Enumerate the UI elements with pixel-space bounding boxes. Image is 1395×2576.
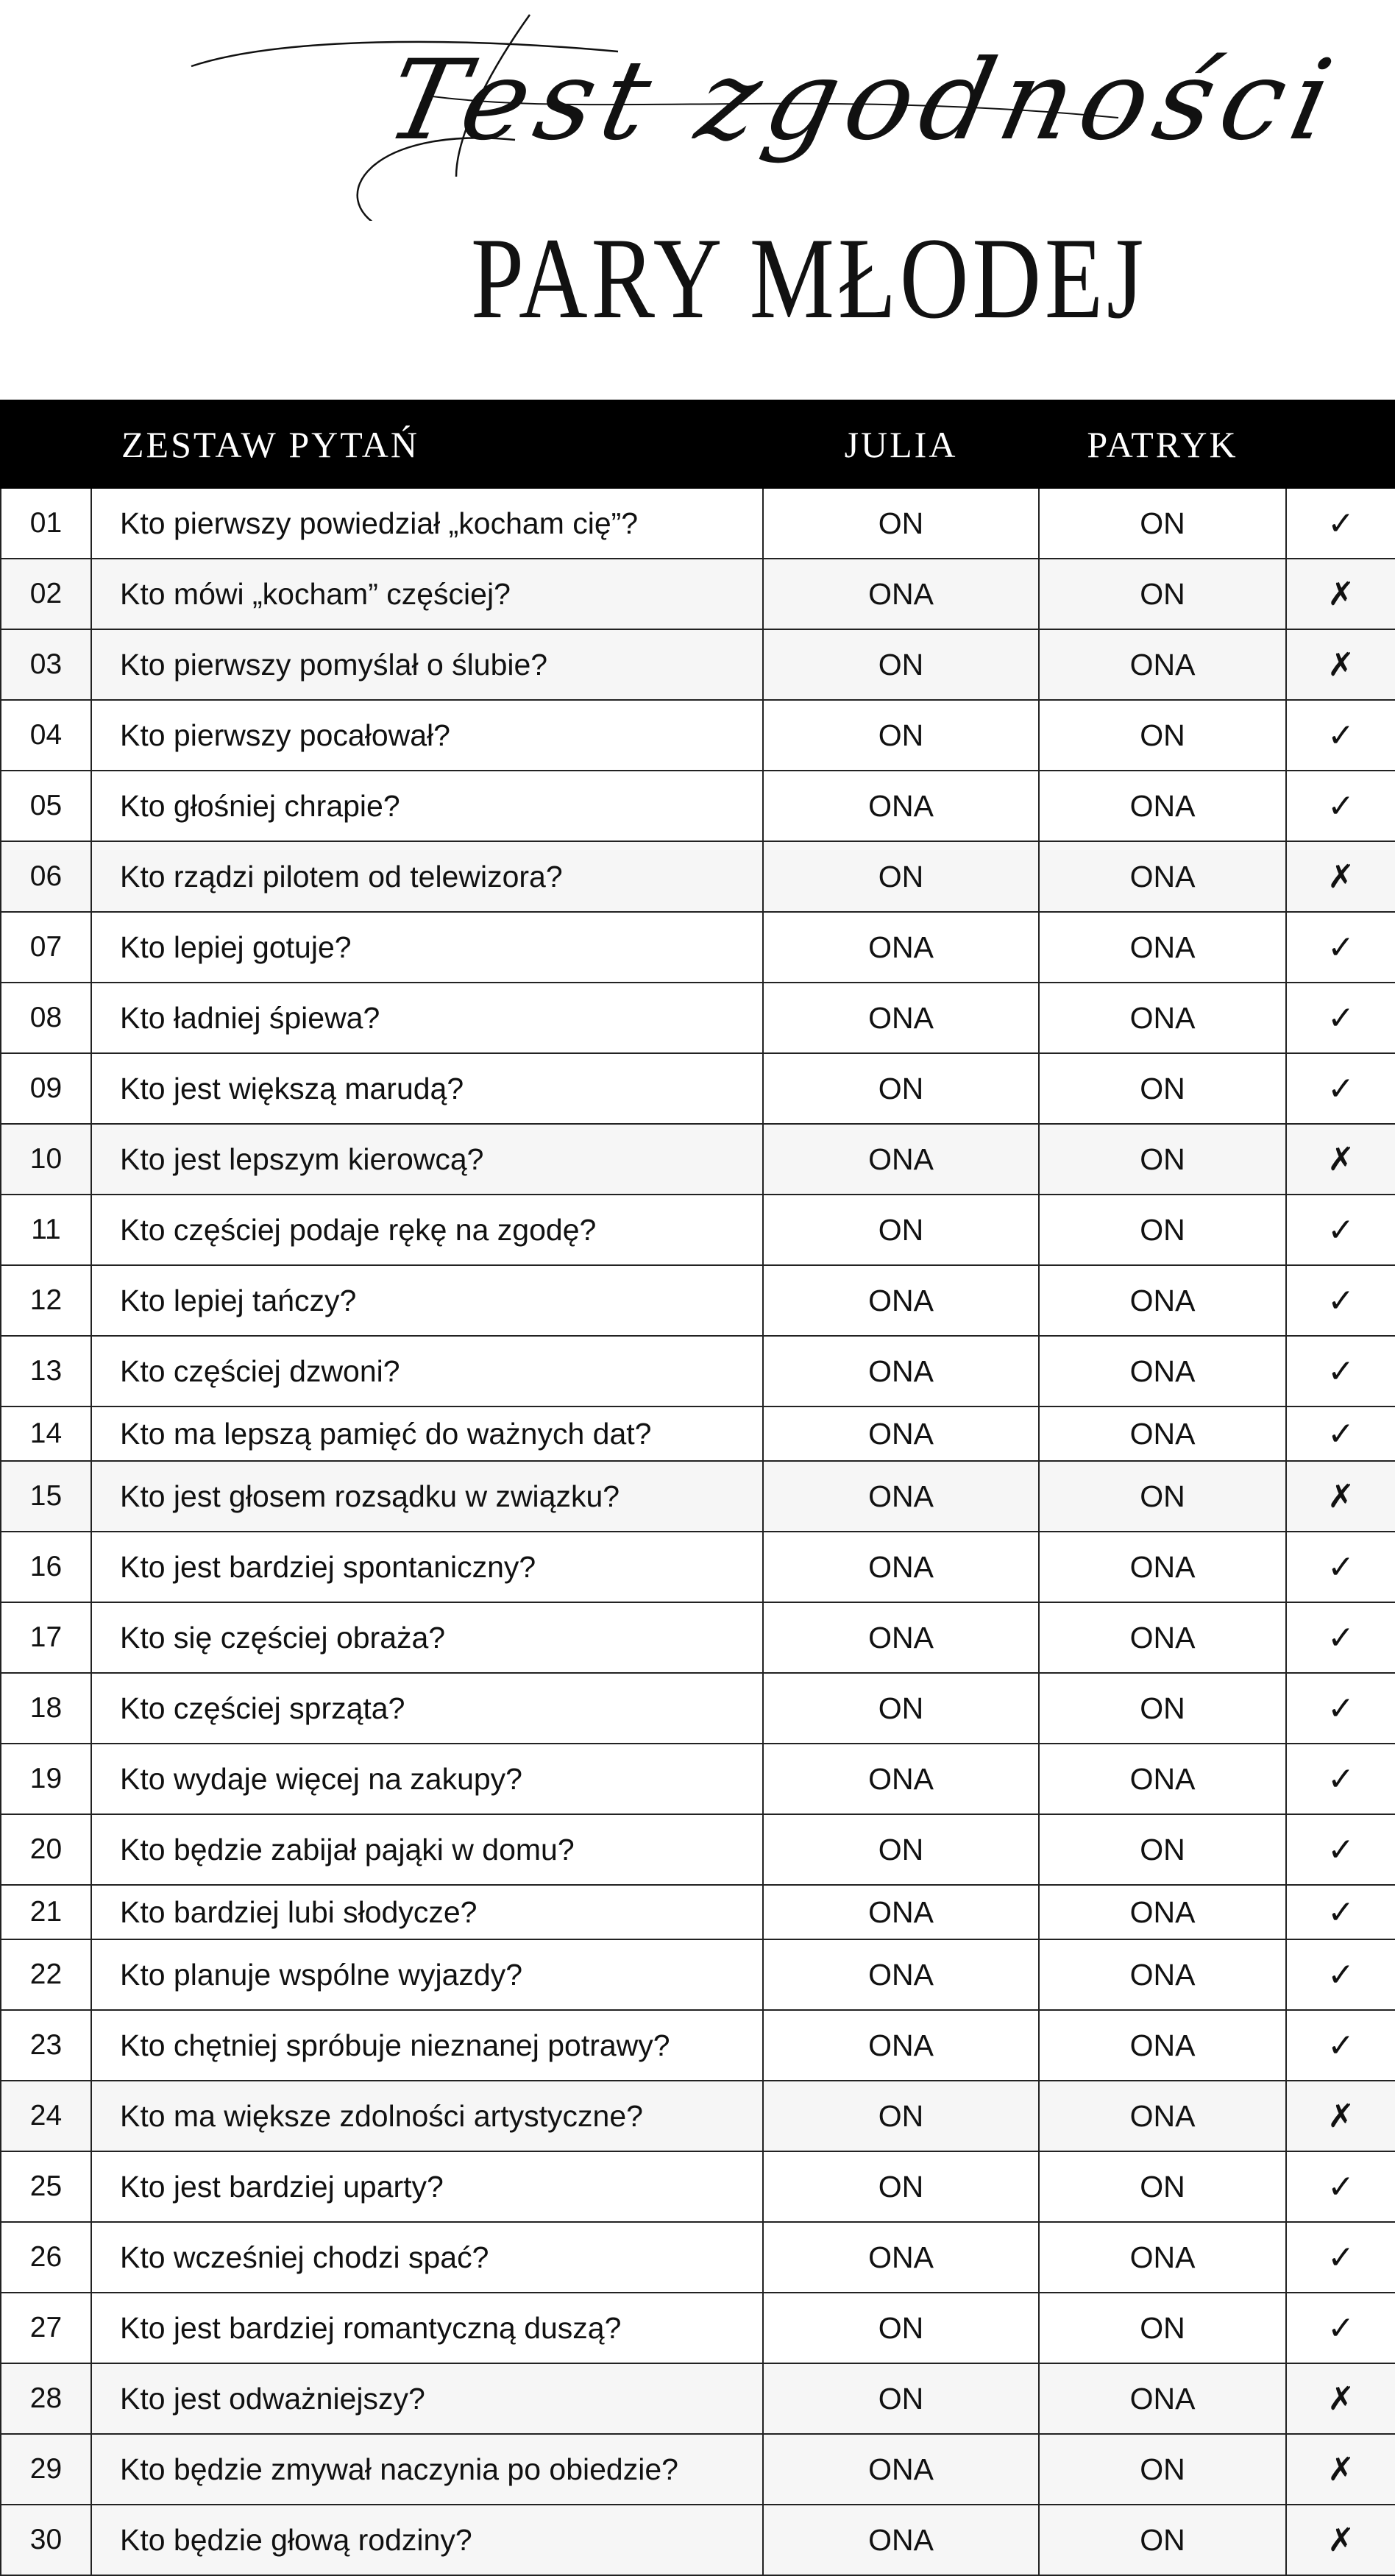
row-patryk-answer: ON (1039, 488, 1286, 559)
row-julia-answer: ONA (763, 1532, 1039, 1602)
row-patryk-answer: ON (1039, 2434, 1286, 2505)
table-row (1, 2151, 1395, 2222)
row-match-mark: ✗ (1286, 559, 1395, 629)
table-row (1, 1673, 1395, 1744)
row-julia-answer: ON (763, 1195, 1039, 1265)
row-patryk-answer: ONA (1039, 1744, 1286, 1814)
table-row (1, 1406, 1395, 1461)
row-number: 15 (1, 1461, 91, 1532)
row-patryk-answer: ONA (1039, 1532, 1286, 1602)
row-match-mark: ✓ (1286, 2293, 1395, 2363)
row-question: Kto wcześniej chodzi spać? (91, 2222, 763, 2293)
row-julia-answer: ONA (763, 2505, 1039, 2575)
table-row (1, 1195, 1395, 1265)
row-match-mark: ✗ (1286, 629, 1395, 700)
row-match-mark: ✗ (1286, 2363, 1395, 2434)
table-row (1, 1053, 1395, 1124)
row-match-mark: ✓ (1286, 700, 1395, 771)
row-number: 08 (1, 983, 91, 1053)
row-julia-answer: ONA (763, 1124, 1039, 1195)
row-question: Kto jest bardziej uparty? (91, 2151, 763, 2222)
row-julia-answer: ON (763, 2151, 1039, 2222)
table-row (1, 1602, 1395, 1673)
row-julia-answer: ONA (763, 1885, 1039, 1939)
row-question: Kto częściej podaje rękę na zgodę? (91, 1195, 763, 1265)
compatibility-table (0, 400, 1395, 2576)
row-match-mark: ✓ (1286, 1814, 1395, 1885)
row-match-mark: ✓ (1286, 1265, 1395, 1336)
row-patryk-answer: ON (1039, 1124, 1286, 1195)
row-julia-answer: ON (763, 1673, 1039, 1744)
row-julia-answer: ONA (763, 1939, 1039, 2010)
row-patryk-answer: ON (1039, 1461, 1286, 1532)
table-row (1, 1939, 1395, 2010)
row-julia-answer: ON (763, 629, 1039, 700)
row-number: 22 (1, 1939, 91, 2010)
row-match-mark: ✓ (1286, 771, 1395, 841)
table-row (1, 2293, 1395, 2363)
script-title (147, 7, 1351, 213)
table-row (1, 912, 1395, 983)
row-patryk-answer: ON (1039, 559, 1286, 629)
row-julia-answer: ONA (763, 1265, 1039, 1336)
row-patryk-answer: ONA (1039, 2010, 1286, 2081)
row-match-mark: ✗ (1286, 2081, 1395, 2151)
table-row (1, 1336, 1395, 1406)
row-julia-answer: ONA (763, 2434, 1039, 2505)
row-julia-answer: ON (763, 488, 1039, 559)
table-row (1, 2434, 1395, 2505)
row-number: 18 (1, 1673, 91, 1744)
row-patryk-answer: ONA (1039, 2363, 1286, 2434)
table-row (1, 841, 1395, 912)
row-match-mark: ✓ (1286, 1939, 1395, 2010)
table-row (1, 559, 1395, 629)
row-match-mark: ✓ (1286, 488, 1395, 559)
row-question: Kto chętniej spróbuje nieznanej potrawy? (91, 2010, 763, 2081)
row-patryk-answer: ON (1039, 2505, 1286, 2575)
row-match-mark: ✓ (1286, 1195, 1395, 1265)
row-question: Kto będzie głową rodziny? (91, 2505, 763, 2575)
row-question: Kto jest głosem rozsądku w związku? (91, 1461, 763, 1532)
row-number: 05 (1, 771, 91, 841)
row-number: 29 (1, 2434, 91, 2505)
row-question: Kto bardziej lubi słodycze? (91, 1885, 763, 1939)
row-number: 25 (1, 2151, 91, 2222)
table-row (1, 771, 1395, 841)
row-question: Kto ma lepszą pamięć do ważnych dat? (91, 1406, 763, 1461)
table-row (1, 983, 1395, 1053)
row-patryk-answer: ONA (1039, 771, 1286, 841)
row-patryk-answer: ONA (1039, 983, 1286, 1053)
table-row (1, 2010, 1395, 2081)
row-patryk-answer: ON (1039, 1814, 1286, 1885)
row-question: Kto rządzi pilotem od telewizora? (91, 841, 763, 912)
row-julia-answer: ONA (763, 912, 1039, 983)
row-question: Kto ładniej śpiewa? (91, 983, 763, 1053)
row-match-mark: ✓ (1286, 1673, 1395, 1744)
row-match-mark: ✓ (1286, 1744, 1395, 1814)
row-question: Kto będzie zabijał pająki w domu? (91, 1814, 763, 1885)
row-patryk-answer: ON (1039, 2293, 1286, 2363)
row-julia-answer: ONA (763, 1602, 1039, 1673)
row-julia-answer: ONA (763, 1336, 1039, 1406)
row-match-mark: ✗ (1286, 1124, 1395, 1195)
row-match-mark: ✓ (1286, 2222, 1395, 2293)
header-match (1286, 400, 1395, 488)
row-match-mark: ✓ (1286, 2151, 1395, 2222)
row-patryk-answer: ON (1039, 1053, 1286, 1124)
table-row (1, 488, 1395, 559)
row-julia-answer: ONA (763, 1461, 1039, 1532)
row-match-mark: ✓ (1286, 983, 1395, 1053)
row-julia-answer: ON (763, 2363, 1039, 2434)
row-number: 21 (1, 1885, 91, 1939)
row-question: Kto częściej dzwoni? (91, 1336, 763, 1406)
row-number: 14 (1, 1406, 91, 1461)
row-patryk-answer: ON (1039, 2151, 1286, 2222)
row-question: Kto ma większe zdolności artystyczne? (91, 2081, 763, 2151)
row-julia-answer: ON (763, 841, 1039, 912)
row-number: 03 (1, 629, 91, 700)
row-question: Kto jest bardziej spontaniczny? (91, 1532, 763, 1602)
row-number: 07 (1, 912, 91, 983)
row-match-mark: ✓ (1286, 2010, 1395, 2081)
row-patryk-answer: ONA (1039, 1265, 1286, 1336)
row-match-mark: ✓ (1286, 1602, 1395, 1673)
header-number (1, 400, 91, 488)
row-question: Kto lepiej gotuje? (91, 912, 763, 983)
row-number: 13 (1, 1336, 91, 1406)
row-question: Kto lepiej tańczy? (91, 1265, 763, 1336)
row-number: 17 (1, 1602, 91, 1673)
table-row (1, 1814, 1395, 1885)
row-patryk-answer: ONA (1039, 629, 1286, 700)
row-patryk-answer: ON (1039, 700, 1286, 771)
table-row (1, 1744, 1395, 1814)
row-julia-answer: ON (763, 2081, 1039, 2151)
row-patryk-answer: ONA (1039, 2081, 1286, 2151)
table-row (1, 1265, 1395, 1336)
row-julia-answer: ONA (763, 2222, 1039, 2293)
row-match-mark: ✓ (1286, 1053, 1395, 1124)
row-patryk-answer: ONA (1039, 841, 1286, 912)
row-match-mark: ✓ (1286, 1885, 1395, 1939)
row-julia-answer: ONA (763, 1406, 1039, 1461)
row-question: Kto częściej sprząta? (91, 1673, 763, 1744)
table-row (1, 2505, 1395, 2575)
row-question: Kto będzie zmywał naczynia po obiedzie? (91, 2434, 763, 2505)
row-number: 01 (1, 488, 91, 559)
table-row (1, 2222, 1395, 2293)
table-row (1, 2081, 1395, 2151)
row-number: 10 (1, 1124, 91, 1195)
page-header (0, 0, 1395, 400)
row-match-mark: ✓ (1286, 1406, 1395, 1461)
table-row (1, 1124, 1395, 1195)
row-number: 02 (1, 559, 91, 629)
row-question: Kto mówi „kocham” częściej? (91, 559, 763, 629)
row-patryk-answer: ONA (1039, 1885, 1286, 1939)
row-match-mark: ✓ (1286, 1532, 1395, 1602)
row-question: Kto jest odważniejszy? (91, 2363, 763, 2434)
row-number: 24 (1, 2081, 91, 2151)
row-patryk-answer: ONA (1039, 2222, 1286, 2293)
row-number: 28 (1, 2363, 91, 2434)
row-number: 12 (1, 1265, 91, 1336)
row-number: 04 (1, 700, 91, 771)
row-julia-answer: ON (763, 1814, 1039, 1885)
row-julia-answer: ONA (763, 559, 1039, 629)
table-row (1, 2363, 1395, 2434)
row-patryk-answer: ONA (1039, 912, 1286, 983)
row-number: 11 (1, 1195, 91, 1265)
row-patryk-answer: ONA (1039, 1406, 1286, 1461)
row-julia-answer: ON (763, 2293, 1039, 2363)
row-patryk-answer: ONA (1039, 1336, 1286, 1406)
row-match-mark: ✗ (1286, 1461, 1395, 1532)
row-number: 06 (1, 841, 91, 912)
row-patryk-answer: ONA (1039, 1939, 1286, 2010)
row-match-mark: ✗ (1286, 2505, 1395, 2575)
table-row (1, 700, 1395, 771)
row-patryk-answer: ONA (1039, 1602, 1286, 1673)
row-number: 09 (1, 1053, 91, 1124)
table-row (1, 1885, 1395, 1939)
header-julia: JULIA (763, 400, 1039, 488)
header-patryk: PATRYK (1039, 400, 1286, 488)
row-number: 23 (1, 2010, 91, 2081)
table-header-row (1, 400, 1395, 488)
row-julia-answer: ONA (763, 2010, 1039, 2081)
row-julia-answer: ON (763, 1053, 1039, 1124)
row-match-mark: ✓ (1286, 1336, 1395, 1406)
row-question: Kto jest większą marudą? (91, 1053, 763, 1124)
table-row (1, 629, 1395, 700)
row-question: Kto jest lepszym kierowcą? (91, 1124, 763, 1195)
row-julia-answer: ONA (763, 983, 1039, 1053)
row-match-mark: ✗ (1286, 2434, 1395, 2505)
row-number: 26 (1, 2222, 91, 2293)
row-question: Kto planuje wspólne wyjazdy? (91, 1939, 763, 2010)
row-question: Kto pierwszy pomyślał o ślubie? (91, 629, 763, 700)
row-match-mark: ✓ (1286, 912, 1395, 983)
row-question: Kto pierwszy pocałował? (91, 700, 763, 771)
row-number: 16 (1, 1532, 91, 1602)
row-question: Kto się częściej obraża? (91, 1602, 763, 1673)
row-patryk-answer: ON (1039, 1673, 1286, 1744)
row-question: Kto pierwszy powiedział „kocham cię”? (91, 488, 763, 559)
row-question: Kto głośniej chrapie? (91, 771, 763, 841)
row-julia-answer: ON (763, 700, 1039, 771)
row-question: Kto jest bardziej romantyczną duszą? (91, 2293, 763, 2363)
row-question: Kto wydaje więcej na zakupy? (91, 1744, 763, 1814)
page-title: PARY MŁODEJ (471, 214, 1148, 343)
table-row (1, 1532, 1395, 1602)
row-patryk-answer: ON (1039, 1195, 1286, 1265)
row-julia-answer: ONA (763, 771, 1039, 841)
table-row (1, 1461, 1395, 1532)
row-number: 30 (1, 2505, 91, 2575)
header-question: ZESTAW PYTAŃ (91, 400, 763, 488)
row-number: 27 (1, 2293, 91, 2363)
row-number: 19 (1, 1744, 91, 1814)
row-match-mark: ✗ (1286, 841, 1395, 912)
row-number: 20 (1, 1814, 91, 1885)
script-title-text: Test zgodności (376, 37, 1351, 165)
row-julia-answer: ONA (763, 1744, 1039, 1814)
